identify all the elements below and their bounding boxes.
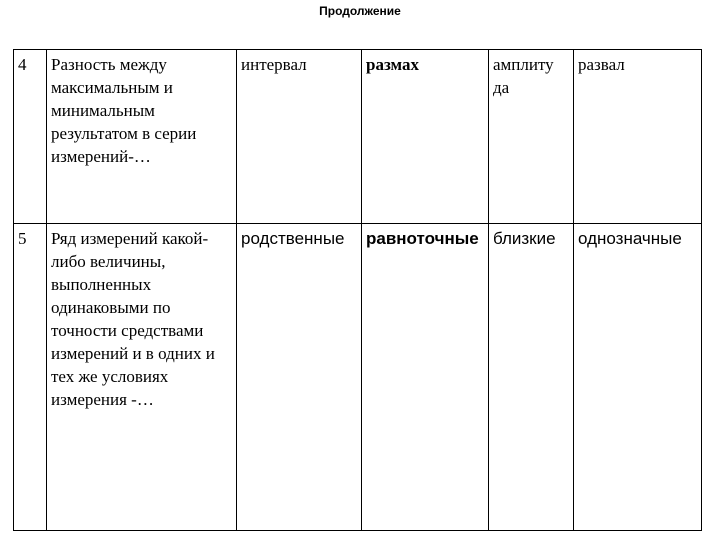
- answer-option: развал: [574, 50, 702, 224]
- test-table: [13, 49, 702, 531]
- answer-option: амплиту да: [489, 50, 574, 224]
- table-row: [14, 50, 702, 224]
- answer-option: близкие: [489, 224, 574, 531]
- answer-option: родственные: [237, 224, 362, 531]
- answer-option: однозначные: [574, 224, 702, 531]
- continuation-title: Продолжение: [319, 4, 401, 18]
- table-row: [14, 224, 702, 531]
- question-number: 4: [14, 50, 47, 224]
- answer-option: интервал: [237, 50, 362, 224]
- question-text: Разность между максимальным и минимальным результатом в серии измерений-…: [47, 50, 237, 224]
- question-number: 5: [14, 224, 47, 531]
- question-text: Ряд измерений какой-либо величины, выполненных одинаковыми по точности средствами измерений и в одних и тех же условиях измерения -…: [47, 224, 237, 531]
- answer-option: равноточные: [362, 224, 489, 531]
- answer-option: размах: [362, 50, 489, 224]
